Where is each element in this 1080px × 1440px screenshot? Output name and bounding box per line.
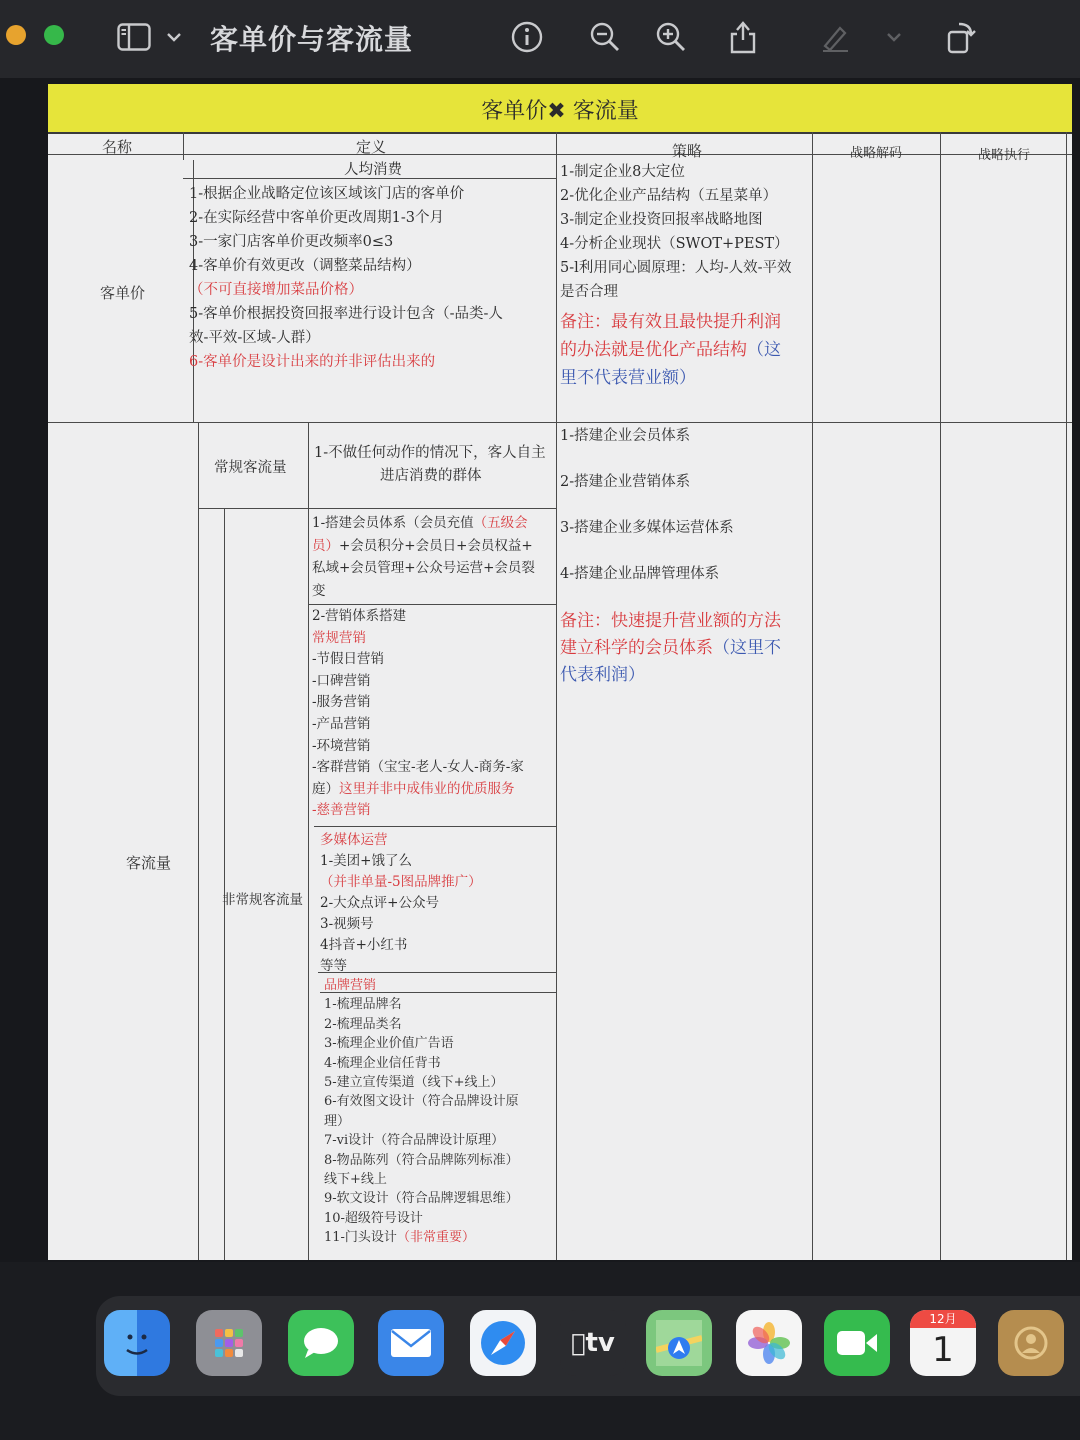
zoom-in-icon[interactable] — [654, 20, 688, 54]
share-icon[interactable] — [726, 20, 760, 54]
table-rule — [48, 154, 1072, 155]
brand-line: 线下+线上 — [324, 1172, 387, 1188]
table-rule — [48, 422, 1072, 423]
strategy-line: 3-制定企业投资回报率战略地图 — [560, 212, 763, 228]
marketing-line-red: 常规营销 — [312, 629, 366, 646]
banner-title: 客单价✖ 客流量 — [481, 99, 639, 124]
strategy-line: 4-分析企业现状（SWOT+PEST） — [560, 236, 789, 252]
table-rule — [556, 132, 557, 1260]
chevron-down-icon[interactable] — [884, 20, 904, 54]
header-execute: 战略执行 — [978, 148, 1031, 163]
note-line: 备注：最有效且最快提升利润 — [560, 312, 781, 332]
table-rule — [812, 132, 813, 1260]
marketing-line: -节假日营销 — [312, 651, 385, 668]
contacts-icon[interactable] — [998, 1310, 1064, 1376]
calendar-icon[interactable] — [910, 1310, 976, 1376]
brand-line: 3-梳理企业价值广告语 — [324, 1036, 454, 1052]
facetime-icon[interactable] — [824, 1310, 890, 1376]
sub-header-per-capita: 人均消费 — [344, 162, 402, 178]
marketing-line: -客群营销（宝宝-老人-女人-商务-家 — [312, 759, 524, 776]
brand-line: 理） — [324, 1113, 351, 1129]
rotate-icon[interactable] — [944, 20, 978, 54]
member-system-block — [312, 512, 535, 602]
calendar-month: 12月 — [910, 1310, 976, 1328]
apple-tv-label: tv — [578, 1328, 608, 1358]
chevron-down-icon[interactable] — [164, 20, 184, 54]
unit-price-strategy — [560, 160, 792, 304]
table-rule — [940, 132, 941, 1260]
document-page — [48, 84, 1072, 1260]
irregular-traffic-label: 非常规客流量 — [222, 892, 303, 908]
brand-line: 4-梳理企业信任背书 — [324, 1055, 441, 1071]
header-decode: 战略解码 — [850, 146, 903, 161]
header-name: 名称 — [102, 138, 133, 156]
minimize-button[interactable] — [6, 25, 26, 45]
brand-line: 11-门头设计 — [324, 1230, 397, 1246]
brand-block — [324, 976, 519, 1248]
note-line: 里不代表营业额） — [560, 368, 696, 388]
brand-line: 6-有效图文设计（符合品牌设计原 — [324, 1094, 519, 1110]
brand-line: 7-vi设计（符合品牌设计原理） — [324, 1133, 505, 1149]
definition-line: 效-平效-区域-人群） — [189, 330, 320, 346]
media-line: 3-视频号 — [320, 916, 374, 932]
launchpad-icon[interactable] — [196, 1310, 262, 1376]
markup-icon[interactable] — [818, 20, 852, 54]
marketing-line: -环境营销 — [312, 737, 371, 754]
messages-icon[interactable] — [288, 1310, 354, 1376]
note-line: （这 — [747, 340, 781, 360]
zoom-out-icon[interactable] — [588, 20, 622, 54]
calendar-day: 1 — [932, 1330, 954, 1370]
strategy-line: 2-搭建企业营销体系 — [560, 474, 691, 490]
table-rule — [198, 422, 199, 1260]
marketing-line: 庭） — [312, 780, 339, 797]
traffic-note — [560, 608, 781, 689]
note-line: 建立科学的会员体系 — [560, 638, 713, 658]
unit-price-definition — [189, 182, 503, 374]
info-icon[interactable] — [510, 20, 544, 54]
media-line: 2-大众点评+公众号 — [320, 895, 439, 911]
note-line: 的办法就是优化产品结构 — [560, 340, 747, 360]
media-line-red: （并非单量-5图品牌推广） — [320, 874, 482, 890]
table-rule — [314, 826, 556, 827]
table-rule — [183, 132, 184, 160]
window-titlebar — [0, 0, 1080, 78]
safari-icon[interactable] — [470, 1310, 536, 1376]
unit-price-note — [560, 308, 781, 392]
strategy-line: 3-搭建企业多媒体运营体系 — [560, 520, 734, 536]
brand-line: 5-建立宣传渠道（线下+线上） — [324, 1075, 504, 1091]
photos-icon[interactable] — [736, 1310, 802, 1376]
strategy-line: 是否合理 — [560, 284, 618, 300]
definition-line: 5-客单价根据投资回报率进行设计包含（-品类-人 — [189, 306, 503, 322]
zoom-button[interactable] — [44, 25, 64, 45]
brand-line: 1-梳理品牌名 — [324, 997, 402, 1013]
regular-traffic-definition — [314, 442, 546, 488]
table-rule — [308, 604, 556, 605]
member-line: 私域+会员管理+公众号运营+会员裂 — [312, 560, 535, 576]
brand-line-red: （非常重要） — [396, 1230, 475, 1246]
strategy-line: 5-l利用同心圆原理：人均-人效-平效 — [560, 260, 792, 276]
strategy-line: 2-优化企业产品结构（五星菜单） — [560, 188, 778, 204]
marketing-block — [312, 606, 524, 822]
table-rule — [224, 508, 225, 1260]
brand-line: 2-梳理品类名 — [324, 1016, 402, 1032]
note-line: 代表利润） — [560, 665, 645, 685]
table-rule — [198, 508, 556, 509]
member-line: 1-搭建会员体系（会员充值 — [312, 515, 474, 531]
strategy-line: 1-搭建企业会员体系 — [560, 428, 691, 444]
media-line: 1-美团+饿了么 — [320, 853, 412, 869]
marketing-line-red: 这里并非中成伟业的优质服务 — [339, 780, 515, 797]
marketing-line: -口碑营销 — [312, 672, 371, 689]
strategy-line: 1-制定企业8大定位 — [560, 164, 685, 180]
definition-line: 2-在实际经营中客单价更改周期1-3个月 — [189, 210, 444, 226]
row-label-traffic: 客流量 — [126, 854, 172, 872]
maps-icon[interactable] — [646, 1310, 712, 1376]
row-label-unit-price: 客单价 — [100, 284, 146, 302]
member-line: 变 — [312, 582, 326, 599]
table-rule — [308, 422, 309, 1260]
strategy-line: 4-搭建企业品牌管理体系 — [560, 566, 720, 582]
brand-line: 8-物品陈列（符合品牌陈列标准） — [324, 1152, 519, 1168]
definition-line: 进店消费的群体 — [380, 468, 482, 484]
media-line: 等等 — [320, 958, 347, 974]
header-strategy: 策略 — [672, 142, 703, 160]
member-line-red: 员） — [312, 537, 339, 554]
marketing-line: -服务营销 — [312, 694, 371, 711]
member-line: +会员积分+会员日+会员权益+ — [339, 537, 533, 554]
finder-icon[interactable] — [104, 1310, 170, 1376]
definition-line: 1-不做任何动作的情况下，客人自主 — [314, 445, 546, 461]
table-rule — [1066, 132, 1067, 1260]
note-line: 备注：快速提升营业额的方法 — [560, 611, 781, 631]
media-line-red: 多媒体运营 — [320, 832, 388, 848]
regular-traffic-label: 常规客流量 — [214, 460, 287, 476]
media-line: 4抖音+小红书 — [320, 937, 408, 953]
brand-line-red: 品牌营销 — [324, 978, 377, 993]
definition-line-red: 6-客单价是设计出来的并非评估出来的 — [189, 354, 436, 370]
note-line: （这里不 — [713, 638, 781, 658]
definition-line: 1-根据企业战略定位该区域该门店的客单价 — [189, 186, 465, 202]
traffic-strategy — [560, 424, 734, 608]
brand-line: 9-软文设计（符合品牌逻辑思维） — [324, 1191, 519, 1207]
apple-tv-icon[interactable] — [560, 1310, 626, 1376]
marketing-line: -产品营销 — [312, 715, 371, 732]
definition-line: 3-一家门店客单价更改频率0≤3 — [189, 234, 394, 250]
doc-banner — [48, 84, 1072, 134]
member-line-red: （五级会 — [473, 515, 528, 531]
definition-line-red: （不可直接增加菜品价格） — [189, 282, 363, 298]
brand-line: 10-超级符号设计 — [324, 1210, 423, 1226]
media-block — [320, 830, 482, 977]
marketing-line-red: -慈善营销 — [312, 802, 371, 819]
marketing-line: 2-营销体系搭建 — [312, 608, 407, 624]
header-definition: 定义 — [356, 138, 387, 156]
mail-icon[interactable] — [378, 1310, 444, 1376]
sidebar-icon[interactable] — [116, 20, 152, 54]
window-title: 客单价与客流量 — [210, 23, 414, 56]
definition-line: 4-客单价有效更改（调整菜品结构） — [189, 258, 421, 274]
